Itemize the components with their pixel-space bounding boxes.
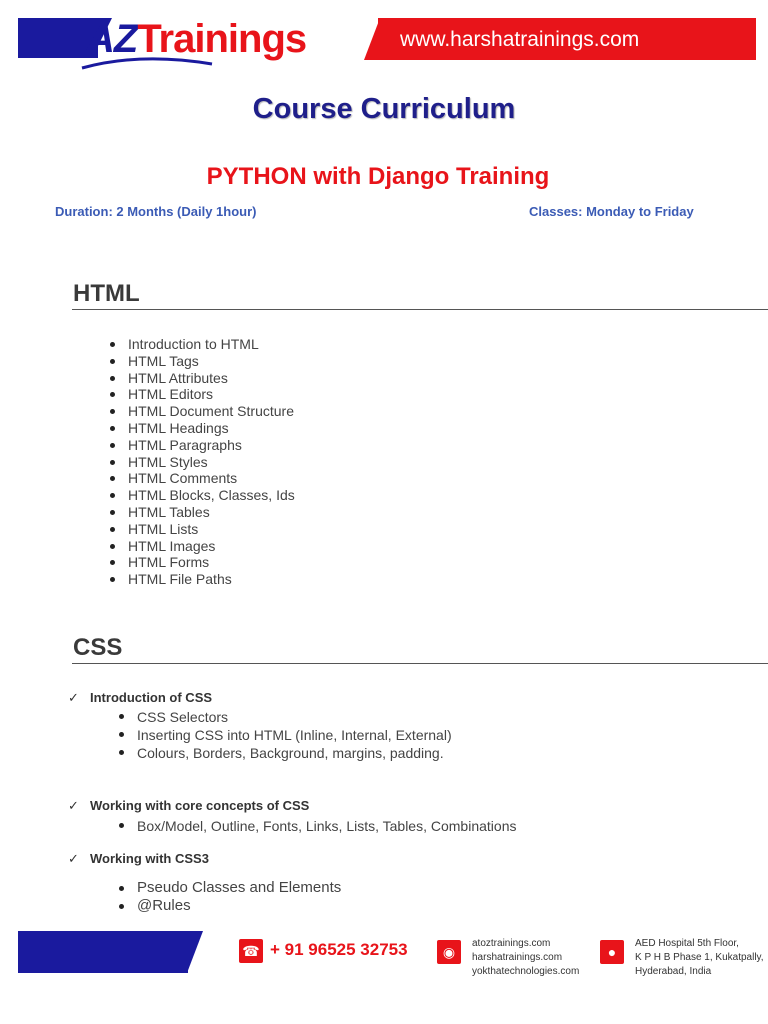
- list-item: HTML Document Structure: [110, 403, 295, 420]
- list-item: HTML Attributes: [110, 370, 295, 387]
- page-title: Course Curriculum: [252, 93, 516, 125]
- footer-site-link[interactable]: harshatrainings.com: [472, 952, 563, 963]
- section-divider: [72, 663, 768, 664]
- location-pin-icon: ●: [600, 940, 624, 964]
- list-item: HTML Blocks, Classes, Ids: [110, 487, 295, 504]
- list-item: HTML Comments: [110, 470, 295, 487]
- html-topic-list: [110, 336, 295, 588]
- list-item: Pseudo Classes and Elements: [119, 879, 341, 897]
- css-intro-list: [119, 708, 452, 762]
- logo-az-text: AZ: [86, 17, 138, 61]
- list-item: Introduction to HTML: [110, 336, 295, 353]
- checkmark-icon: ✓: [68, 690, 79, 705]
- footer-blue-band-slant: [187, 931, 203, 973]
- checkmark-icon: ✓: [68, 851, 79, 866]
- list-item: HTML Tables: [110, 504, 295, 521]
- section-title-html: HTML: [73, 280, 140, 307]
- address-line: K P H B Phase 1, Kukatpally,: [635, 952, 764, 963]
- css-group-heading: [68, 690, 212, 706]
- css-core-list: [119, 817, 516, 835]
- website-url[interactable]: www.harshatrainings.com: [400, 28, 640, 51]
- footer-websites: [472, 937, 579, 979]
- footer-site-link[interactable]: yokthatechnologies.com: [472, 966, 580, 977]
- web-icon: ◉: [437, 940, 461, 964]
- css-group-heading: [68, 798, 309, 814]
- list-item: HTML Paragraphs: [110, 437, 295, 454]
- address-line: AED Hospital 5th Floor,: [635, 938, 739, 949]
- css3-list: [119, 879, 341, 915]
- course-title: PYTHON with Django Training: [206, 163, 550, 190]
- list-item: HTML Images: [110, 538, 295, 555]
- css-group-heading: [68, 851, 209, 867]
- list-item: HTML Forms: [110, 554, 295, 571]
- list-item: Colours, Borders, Background, margins, padding.: [119, 744, 452, 762]
- list-item: HTML Lists: [110, 521, 295, 538]
- group-heading-text: Working with core concepts of CSS: [90, 798, 310, 813]
- list-item: HTML Styles: [110, 454, 295, 471]
- list-item: @Rules: [119, 897, 341, 915]
- footer-blue-band: [18, 931, 188, 973]
- list-item: HTML File Paths: [110, 571, 295, 588]
- logo-trainings-text: Trainings: [137, 17, 307, 61]
- group-heading-text: Introduction of CSS: [90, 690, 213, 705]
- logo-swoosh-icon: [80, 54, 220, 70]
- phone-number[interactable]: + 91 96525 32753: [270, 940, 408, 959]
- section-title-css: CSS: [73, 634, 123, 661]
- list-item: CSS Selectors: [119, 708, 452, 726]
- list-item: HTML Headings: [110, 420, 295, 437]
- section-divider: [72, 309, 768, 310]
- classes-info: Classes: Monday to Friday: [529, 204, 694, 219]
- list-item: HTML Editors: [110, 386, 295, 403]
- phone-icon: ☎: [239, 939, 263, 963]
- address-line: Hyderabad, India: [635, 966, 712, 977]
- footer-address: [635, 937, 764, 979]
- duration-info: Duration: 2 Months (Daily 1hour): [55, 204, 257, 219]
- list-item: Inserting CSS into HTML (Inline, Internal, External): [119, 726, 452, 744]
- list-item: Box/Model, Outline, Fonts, Links, Lists, Tables, Combinations: [119, 817, 516, 835]
- footer-site-link[interactable]: atoztrainings.com: [472, 938, 551, 949]
- checkmark-icon: ✓: [68, 798, 79, 813]
- list-item: HTML Tags: [110, 353, 295, 370]
- group-heading-text: Working with CSS3: [90, 851, 209, 866]
